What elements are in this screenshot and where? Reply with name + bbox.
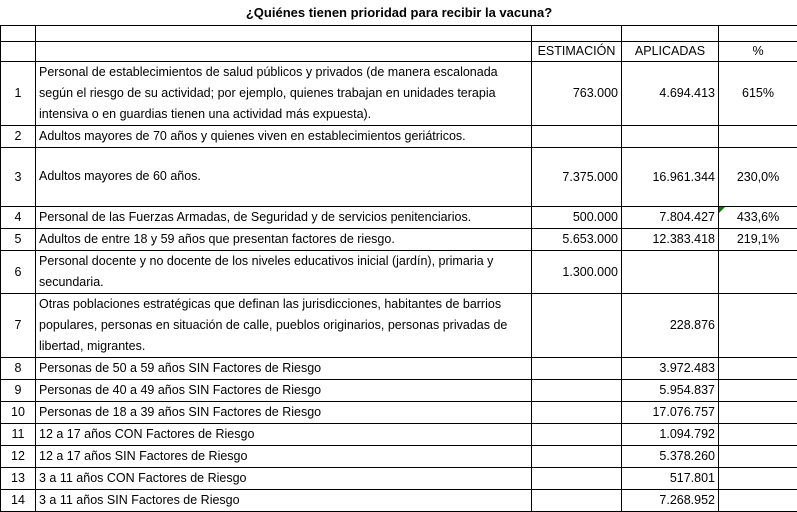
table-row xyxy=(1,423,797,445)
row-estimacion[interactable] xyxy=(532,467,622,489)
row-number[interactable]: 3 xyxy=(1,147,36,206)
table-row xyxy=(1,206,797,228)
row-porcentaje[interactable] xyxy=(719,467,797,489)
row-porcentaje[interactable]: 615% xyxy=(719,61,797,125)
row-aplicadas[interactable]: 5.378.260 xyxy=(622,445,719,467)
row-porcentaje[interactable] xyxy=(719,250,797,293)
table-row xyxy=(1,61,797,125)
header-estimacion[interactable]: ESTIMACIÓN xyxy=(532,41,622,61)
row-number[interactable]: 9 xyxy=(1,379,36,401)
row-aplicadas[interactable]: 7.268.952 xyxy=(622,489,719,511)
row-number[interactable]: 6 xyxy=(1,250,36,293)
row-porcentaje-value: 433,6% xyxy=(737,210,779,224)
row-estimacion[interactable]: 1.300.000 xyxy=(532,250,622,293)
row-number[interactable]: 7 xyxy=(1,293,36,357)
row-aplicadas[interactable]: 7.804.427 xyxy=(622,206,719,228)
row-description[interactable]: 12 a 17 años CON Factores de Riesgo xyxy=(36,423,532,445)
table-row xyxy=(1,293,797,357)
row-description[interactable]: Personas de 40 a 49 años SIN Factores de Riesgo xyxy=(36,379,532,401)
header-num-cell[interactable] xyxy=(1,41,36,61)
sheet-title[interactable]: ¿Quiénes tienen prioridad para recibir la vacuna? xyxy=(1,0,797,25)
row-aplicadas[interactable] xyxy=(622,250,719,293)
row-description[interactable]: Personal de establecimientos de salud públicos y privados (de manera escalonada según el riesgo de su actividad; por ejemplo, quienes trabajan en unidades terapia intensiva o en guardias tienen una actividad más expuesta). xyxy=(36,61,532,125)
row-description[interactable]: Personas de 50 a 59 años SIN Factores de Riesgo xyxy=(36,357,532,379)
row-aplicadas[interactable]: 228.876 xyxy=(622,293,719,357)
row-aplicadas[interactable]: 4.694.413 xyxy=(622,61,719,125)
row-number[interactable]: 13 xyxy=(1,467,36,489)
row-aplicadas[interactable]: 12.383.418 xyxy=(622,228,719,250)
row-aplicadas[interactable]: 1.094.792 xyxy=(622,423,719,445)
row-porcentaje[interactable] xyxy=(719,445,797,467)
row-aplicadas[interactable]: 5.954.837 xyxy=(622,379,719,401)
row-description[interactable]: Adultos de entre 18 y 59 años que presentan factores de riesgo. xyxy=(36,228,532,250)
row-estimacion[interactable] xyxy=(532,401,622,423)
comment-indicator-icon xyxy=(719,207,725,213)
row-number[interactable]: 5 xyxy=(1,228,36,250)
row-number[interactable]: 1 xyxy=(1,61,36,125)
row-estimacion[interactable]: 763.000 xyxy=(532,61,622,125)
row-porcentaje[interactable] xyxy=(719,357,797,379)
table-row xyxy=(1,250,797,293)
table-row xyxy=(1,147,797,206)
table-row xyxy=(1,401,797,423)
row-aplicadas[interactable]: 17.076.757 xyxy=(622,401,719,423)
table-row xyxy=(1,445,797,467)
row-porcentaje[interactable]: 219,1% xyxy=(719,228,797,250)
row-number[interactable]: 2 xyxy=(1,125,36,147)
row-estimacion[interactable] xyxy=(532,423,622,445)
row-description[interactable]: Personal docente y no docente de los niveles educativos inicial (jardín), primaria y secundaria. xyxy=(36,250,532,293)
empty-cell[interactable] xyxy=(719,25,797,41)
table-row xyxy=(1,125,797,147)
row-estimacion[interactable] xyxy=(532,293,622,357)
row-porcentaje[interactable] xyxy=(719,293,797,357)
row-porcentaje[interactable] xyxy=(719,489,797,511)
empty-cell[interactable] xyxy=(36,25,532,41)
row-estimacion[interactable] xyxy=(532,445,622,467)
row-number[interactable]: 10 xyxy=(1,401,36,423)
row-description[interactable]: Personal de las Fuerzas Armadas, de Seguridad y de servicios penitenciarios. xyxy=(36,206,532,228)
row-description[interactable]: 3 a 11 años SIN Factores de Riesgo xyxy=(36,489,532,511)
row-number[interactable]: 4 xyxy=(1,206,36,228)
row-number[interactable]: 12 xyxy=(1,445,36,467)
row-aplicadas[interactable]: 517.801 xyxy=(622,467,719,489)
row-aplicadas[interactable] xyxy=(622,125,719,147)
table-row xyxy=(1,467,797,489)
row-porcentaje[interactable] xyxy=(719,423,797,445)
row-number[interactable]: 11 xyxy=(1,423,36,445)
table-row xyxy=(1,357,797,379)
empty-cell[interactable] xyxy=(1,25,36,41)
empty-cell[interactable] xyxy=(622,25,719,41)
row-estimacion[interactable]: 5.653.000 xyxy=(532,228,622,250)
table-row xyxy=(1,228,797,250)
row-description[interactable]: Adultos mayores de 60 años. xyxy=(36,147,532,206)
empty-cell[interactable] xyxy=(532,25,622,41)
row-aplicadas[interactable]: 3.972.483 xyxy=(622,357,719,379)
row-estimacion[interactable]: 500.000 xyxy=(532,206,622,228)
row-estimacion[interactable] xyxy=(532,357,622,379)
row-number[interactable]: 14 xyxy=(1,489,36,511)
row-description[interactable]: 12 a 17 años SIN Factores de Riesgo xyxy=(36,445,532,467)
table-row xyxy=(1,379,797,401)
row-aplicadas[interactable]: 16.961.344 xyxy=(622,147,719,206)
row-porcentaje[interactable] xyxy=(719,206,797,228)
row-description[interactable]: Adultos mayores de 70 años y quienes viven en establecimientos geriátricos. xyxy=(36,125,532,147)
header-row xyxy=(1,41,797,61)
row-description[interactable]: Personas de 18 a 39 años SIN Factores de Riesgo xyxy=(36,401,532,423)
row-estimacion[interactable] xyxy=(532,379,622,401)
row-porcentaje[interactable] xyxy=(719,125,797,147)
row-number[interactable]: 8 xyxy=(1,357,36,379)
header-porcentaje[interactable]: % xyxy=(719,41,797,61)
row-estimacion[interactable] xyxy=(532,489,622,511)
header-aplicadas[interactable]: APLICADAS xyxy=(622,41,719,61)
row-estimacion[interactable] xyxy=(532,125,622,147)
row-description[interactable]: Otras poblaciones estratégicas que definan las jurisdicciones, habitantes de barrios populares, personas en situación de calle, pueblos originarios, personas privadas de libertad, migrantes. xyxy=(36,293,532,357)
row-porcentaje[interactable] xyxy=(719,379,797,401)
row-estimacion[interactable]: 7.375.000 xyxy=(532,147,622,206)
header-desc-cell[interactable] xyxy=(36,41,532,61)
row-porcentaje[interactable]: 230,0% xyxy=(719,147,797,206)
row-description[interactable]: 3 a 11 años CON Factores de Riesgo xyxy=(36,467,532,489)
table-row xyxy=(1,489,797,511)
row-porcentaje[interactable] xyxy=(719,401,797,423)
